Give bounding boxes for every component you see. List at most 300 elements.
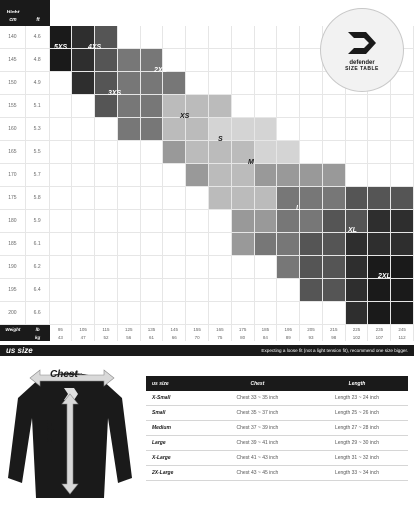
height-ft-cell: 4.6 (26, 26, 50, 49)
grid-cell (300, 187, 323, 210)
grid-cell (368, 118, 391, 141)
height-cm-cell: 170 (0, 164, 26, 187)
grid-cell (277, 72, 300, 95)
height-cm-cell: 145 (0, 49, 26, 72)
grid-cell (323, 141, 346, 164)
row-chest: Chest 41 ~ 43 inch (209, 451, 306, 466)
grid-cell (50, 72, 73, 95)
grid-cell (95, 164, 118, 187)
weight-value-cell: 95 (50, 325, 73, 333)
row-length: Length 25 ~ 26 inch (306, 406, 408, 421)
grid-cell (391, 164, 414, 187)
grid-row (0, 256, 414, 279)
grid-cell (72, 187, 95, 210)
height-ft-cell: 5.1 (26, 95, 50, 118)
grid-cell (141, 210, 164, 233)
grid-cell (72, 256, 95, 279)
grid-cell (300, 118, 323, 141)
grid-cell (118, 26, 141, 49)
cm-label: cm (9, 16, 17, 23)
th-chest: Chest (209, 376, 306, 391)
weight-value-cell: 175 (232, 325, 255, 333)
grid-cell (323, 256, 346, 279)
weight-value-cell: 84 (255, 333, 278, 341)
grid-cell (368, 187, 391, 210)
size-label-2xl: 2XL (378, 273, 391, 280)
grid-cell (255, 118, 278, 141)
grid-cell (186, 95, 209, 118)
grid-cell (163, 233, 186, 256)
grid-cell (300, 279, 323, 302)
grid-cell (95, 95, 118, 118)
grid-cell (368, 279, 391, 302)
grid-cell (391, 210, 414, 233)
logo-subtitle: SIZE TABLE (345, 66, 379, 72)
brand-logo (320, 8, 404, 92)
grid-cell (300, 141, 323, 164)
grid-cell (72, 49, 95, 72)
weight-value-cell: 185 (255, 325, 278, 333)
weight-value-cell: 75 (209, 333, 232, 341)
size-label-2xs: 2XS (154, 67, 168, 74)
grid-cell (391, 233, 414, 256)
grid-cell (186, 72, 209, 95)
grid-row (0, 302, 414, 325)
grid-cell (163, 72, 186, 95)
grid-cell (368, 233, 391, 256)
size-measure-table (146, 376, 408, 481)
grid-cell (232, 279, 255, 302)
grid-cell (209, 210, 232, 233)
grid-cell (72, 302, 95, 325)
height-ft-cell: 5.9 (26, 210, 50, 233)
us-size-bar (0, 345, 414, 356)
weight-unit-cell: lb (26, 325, 50, 333)
grid-cell (186, 279, 209, 302)
weight-value-cell: 61 (141, 333, 164, 341)
length-arrow-icon (60, 392, 80, 496)
grid-cell (346, 256, 369, 279)
height-cm-cell: 200 (0, 302, 26, 325)
grid-cell (72, 141, 95, 164)
weight-value-cell: 47 (72, 333, 95, 341)
grid-cell (118, 210, 141, 233)
row-chest: Chest 39 ~ 41 inch (209, 436, 306, 451)
grid-cell (300, 95, 323, 118)
weight-value-cell: 135 (141, 325, 164, 333)
height-cm-cell: 165 (0, 141, 26, 164)
row-chest: Chest 43 ~ 45 inch (209, 466, 306, 481)
grid-cell (95, 279, 118, 302)
weight-value-cell: 225 (346, 325, 369, 333)
grid-cell (232, 118, 255, 141)
height-ft-cell: 4.9 (26, 72, 50, 95)
grid-cell (186, 187, 209, 210)
weight-value-cell: 215 (323, 325, 346, 333)
grid-cell (346, 118, 369, 141)
grid-row (0, 279, 414, 302)
grid-cell (391, 279, 414, 302)
grid-cell (277, 279, 300, 302)
weight-value-cell: 89 (277, 333, 300, 341)
weight-value-cell: 195 (277, 325, 300, 333)
weight-value-cell: 93 (300, 333, 323, 341)
th-length: Length (306, 376, 408, 391)
height-ft-cell: 5.5 (26, 141, 50, 164)
weight-value-cell: 56 (118, 333, 141, 341)
size-label-s: S (218, 136, 223, 143)
row-size: X-Small (146, 391, 209, 406)
grid-cell (391, 302, 414, 325)
grid-cell (255, 256, 278, 279)
grid-cell (186, 302, 209, 325)
grid-cell (232, 72, 255, 95)
chest-label: Chest (50, 369, 78, 380)
weight-value-cell: 80 (232, 333, 255, 341)
grid-cell (209, 233, 232, 256)
grid-cell (95, 302, 118, 325)
table-row (146, 466, 408, 481)
weight-value-cell: 66 (163, 333, 186, 341)
grid-cell (277, 233, 300, 256)
size-label-m: M (248, 159, 254, 166)
grid-row (0, 95, 414, 118)
height-ft-cell: 4.8 (26, 49, 50, 72)
length-label: Length (44, 418, 54, 448)
grid-cell (232, 302, 255, 325)
row-size: Small (146, 406, 209, 421)
grid-cell (141, 187, 164, 210)
grid-cell (72, 72, 95, 95)
us-size-title: us size (6, 346, 33, 355)
grid-cell (255, 72, 278, 95)
grid-cell (209, 49, 232, 72)
grid-cell (300, 72, 323, 95)
weight-unit-cell: kg (26, 333, 50, 341)
grid-cell (141, 164, 164, 187)
grid-cell (95, 118, 118, 141)
height-cm-cell: 150 (0, 72, 26, 95)
grid-cell (141, 26, 164, 49)
grid-cell (368, 95, 391, 118)
row-length: Length 31 ~ 32 inch (306, 451, 408, 466)
grid-cell (300, 210, 323, 233)
table-row (146, 391, 408, 406)
row-length: Length 27 ~ 28 inch (306, 421, 408, 436)
grid-row (0, 187, 414, 210)
height-ft-cell: 5.7 (26, 164, 50, 187)
height-cm-cell: 190 (0, 256, 26, 279)
grid-cell (186, 233, 209, 256)
grid-cell (323, 302, 346, 325)
height-ft-cell: 5.3 (26, 118, 50, 141)
height-ft-cell: 5.8 (26, 187, 50, 210)
grid-cell (95, 141, 118, 164)
grid-cell (300, 302, 323, 325)
weight-value-cell: 70 (186, 333, 209, 341)
row-size: 2X-Large (146, 466, 209, 481)
grid-cell (209, 187, 232, 210)
th-us-size: us size (146, 376, 209, 391)
grid-cell (300, 233, 323, 256)
row-size: X-Large (146, 451, 209, 466)
grid-cell (346, 141, 369, 164)
grid-cell (368, 302, 391, 325)
grid-cell (141, 72, 164, 95)
ft-header (26, 13, 50, 26)
weight-value-cell: 205 (300, 325, 323, 333)
grid-cell (50, 279, 73, 302)
row-length: Length 33 ~ 34 inch (306, 466, 408, 481)
weight-value-cell: 245 (391, 325, 414, 333)
grid-cell (277, 141, 300, 164)
grid-cell (209, 256, 232, 279)
grid-cell (255, 164, 278, 187)
table-header-row (146, 376, 408, 391)
grid-cell (141, 256, 164, 279)
grid-cell (72, 95, 95, 118)
grid-cell (163, 256, 186, 279)
grid-cell (209, 302, 232, 325)
grid-cell (368, 164, 391, 187)
grid-cell (255, 141, 278, 164)
grid-cell (163, 279, 186, 302)
grid-row (0, 233, 414, 256)
grid-cell (163, 187, 186, 210)
height-cm-cell: 140 (0, 26, 26, 49)
grid-cell (141, 302, 164, 325)
height-cm-cell: 195 (0, 279, 26, 302)
grid-cell (255, 210, 278, 233)
grid-cell (72, 279, 95, 302)
grid-cell (323, 187, 346, 210)
size-label-xs: XS (180, 113, 190, 120)
weight-value-cell: 145 (163, 325, 186, 333)
grid-cell (50, 49, 73, 72)
grid-cell (346, 302, 369, 325)
grid-cell (391, 256, 414, 279)
weight-value-cell: 43 (50, 333, 73, 341)
weight-value-cell: 107 (368, 333, 391, 341)
grid-cell (72, 164, 95, 187)
grid-cell (141, 233, 164, 256)
height-cm-cell: 180 (0, 210, 26, 233)
logo-brand: defender (349, 60, 375, 66)
grid-cell (232, 164, 255, 187)
grid-cell (186, 164, 209, 187)
grid-cell (186, 118, 209, 141)
grid-cell (118, 256, 141, 279)
grid-cell (50, 118, 73, 141)
grid-row (0, 141, 414, 164)
shirt-illustration (0, 358, 140, 500)
grid-cell (72, 118, 95, 141)
grid-cell (209, 26, 232, 49)
grid-cell (141, 118, 164, 141)
grid-cell (95, 49, 118, 72)
weight-value-cell: 165 (209, 325, 232, 333)
grid-cell (50, 187, 73, 210)
grid-cell (391, 95, 414, 118)
grid-cell (232, 26, 255, 49)
grid-cell (277, 164, 300, 187)
grid-cell (232, 187, 255, 210)
weight-value-cell: 112 (391, 333, 414, 341)
grid-cell (391, 118, 414, 141)
grid-row (0, 118, 414, 141)
grid-cell (255, 26, 278, 49)
height-cm-cell: 175 (0, 187, 26, 210)
grid-cell (118, 164, 141, 187)
grid-cell (163, 118, 186, 141)
grid-cell (186, 141, 209, 164)
grid-cell (95, 256, 118, 279)
size-label-4xs: 4XS (88, 44, 102, 51)
grid-cell (95, 210, 118, 233)
grid-cell (323, 279, 346, 302)
grid-cell (163, 302, 186, 325)
weight-row (0, 325, 414, 333)
height-ft-cell: 6.4 (26, 279, 50, 302)
height-cm-cell: 155 (0, 95, 26, 118)
grid-cell (72, 233, 95, 256)
grid-cell (346, 279, 369, 302)
grid-cell (277, 95, 300, 118)
grid-cell (232, 210, 255, 233)
grid-cell (50, 256, 73, 279)
weight-value-cell: 102 (346, 333, 369, 341)
grid-cell (50, 302, 73, 325)
row-length: Length 23 ~ 24 inch (306, 391, 408, 406)
grid-cell (95, 233, 118, 256)
grid-cell (323, 164, 346, 187)
grid-cell (186, 256, 209, 279)
grid-cell (118, 141, 141, 164)
grid-cell (186, 26, 209, 49)
height-ft-cell: 6.2 (26, 256, 50, 279)
grid-cell (323, 118, 346, 141)
grid-cell (323, 233, 346, 256)
row-size: Large (146, 436, 209, 451)
grid-cell (232, 95, 255, 118)
table-row (146, 421, 408, 436)
grid-cell (141, 141, 164, 164)
table-row (146, 436, 408, 451)
table-row (146, 451, 408, 466)
grid-cell (277, 256, 300, 279)
grid-cell (118, 302, 141, 325)
grid-cell (163, 210, 186, 233)
grid-cell (232, 49, 255, 72)
grid-cell (50, 233, 73, 256)
weight-value-cell: 235 (368, 325, 391, 333)
grid-cell (50, 210, 73, 233)
grid-cell (232, 233, 255, 256)
weight-value-cell: 155 (186, 325, 209, 333)
grid-cell (346, 164, 369, 187)
weight-value-cell: 98 (323, 333, 346, 341)
grid-cell (277, 118, 300, 141)
grid-cell (255, 187, 278, 210)
grid-cell (118, 49, 141, 72)
grid-cell (163, 26, 186, 49)
grid-cell (209, 141, 232, 164)
grid-cell (118, 118, 141, 141)
weight-row (0, 333, 414, 341)
weight-header-cell: Weight (0, 325, 26, 333)
weight-header-cell (0, 333, 26, 341)
grid-cell (255, 95, 278, 118)
grid-cell (277, 26, 300, 49)
grid-cell (141, 95, 164, 118)
table-row (146, 406, 408, 421)
defender-logo-icon (344, 28, 380, 58)
weight-value-cell: 125 (118, 325, 141, 333)
grid-cell (118, 279, 141, 302)
grid-cell (118, 187, 141, 210)
grid-cell (300, 164, 323, 187)
height-cm-cell: 160 (0, 118, 26, 141)
grid-cell (391, 187, 414, 210)
grid-cell (277, 302, 300, 325)
grid-cell (209, 164, 232, 187)
grid-cell (391, 141, 414, 164)
fit-note: Expecting a loose fit (not a light tension fit), recommend one size bigger. (261, 348, 408, 353)
row-chest: Chest 33 ~ 35 inch (209, 391, 306, 406)
grid-cell (163, 141, 186, 164)
row-chest: Chest 37 ~ 39 inch (209, 421, 306, 436)
grid-cell (163, 164, 186, 187)
grid-cell (368, 210, 391, 233)
grid-cell (141, 279, 164, 302)
ft-label: ft (36, 16, 40, 23)
row-length: Length 29 ~ 30 inch (306, 436, 408, 451)
height-ft-cell: 6.6 (26, 302, 50, 325)
grid-row (0, 164, 414, 187)
size-label-xl: XL (348, 227, 357, 234)
weight-value-cell: 115 (95, 325, 118, 333)
grid-cell (72, 210, 95, 233)
height-cm-cell: 185 (0, 233, 26, 256)
grid-cell (323, 95, 346, 118)
cm-header (0, 13, 26, 26)
grid-cell (186, 210, 209, 233)
grid-cell (300, 256, 323, 279)
grid-cell (255, 279, 278, 302)
grid-cell (255, 49, 278, 72)
grid-cell (277, 210, 300, 233)
height-ft-cell: 6.1 (26, 233, 50, 256)
grid-cell (232, 256, 255, 279)
grid-cell (255, 302, 278, 325)
size-label-l: L (296, 205, 301, 212)
grid-cell (118, 233, 141, 256)
weight-value-cell: 105 (72, 325, 95, 333)
grid-cell (95, 187, 118, 210)
size-label-3xs: 3XS (108, 90, 122, 97)
grid-cell (118, 95, 141, 118)
grid-cell (255, 233, 278, 256)
grid-cell (50, 95, 73, 118)
grid-cell (277, 49, 300, 72)
grid-cell (209, 95, 232, 118)
grid-cell (368, 141, 391, 164)
grid-cell (346, 233, 369, 256)
grid-cell (346, 187, 369, 210)
grid-cell (186, 49, 209, 72)
grid-cell (50, 141, 73, 164)
size-label-5xs: 5XS (54, 44, 68, 51)
